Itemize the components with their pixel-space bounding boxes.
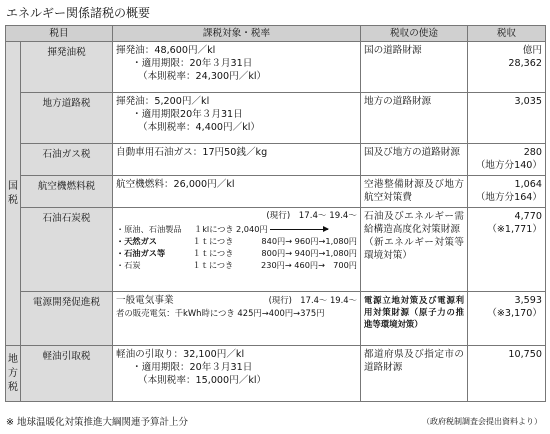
rate-values: 230円→ 460円→ 700円 (261, 260, 357, 270)
table-row (6, 346, 546, 402)
tax-rate-text: 一般電気事業 (116, 295, 174, 306)
revenue-use (361, 208, 468, 292)
revenue-local-share: （地方分140） (475, 160, 542, 171)
rate-unit: １ｔにつき (192, 236, 234, 246)
rate-item-label: ・原油、石油製品 (116, 224, 182, 234)
revenue-cell (468, 292, 546, 346)
tax-name: 軽油引取税 (21, 346, 113, 402)
table-header-row (6, 26, 546, 42)
rate-period-header: (現行) 17.4～ 19.4～ (268, 295, 357, 305)
revenue-use: 国の道路財源 (361, 42, 468, 93)
revenue-cell (468, 176, 546, 208)
rate-line (116, 247, 357, 259)
revenue-value: 10,750 (468, 346, 546, 402)
tax-name: 地方道路税 (21, 93, 113, 144)
table-row (6, 208, 546, 292)
category-local (6, 346, 21, 402)
rate-item-label: ・天然ガス (116, 236, 157, 246)
table-row (6, 144, 546, 176)
tax-name: 航空機燃料税 (21, 176, 113, 208)
revenue-cell (468, 144, 546, 176)
revenue-use-main: 石油及びエネルギー需給構造高度化対策財源 (364, 211, 464, 235)
header-revenue: 税収 (468, 26, 546, 42)
tax-period-text: ・適用期限：20年３月31日 (132, 58, 253, 69)
tax-rate-detail: 者の販売電気：千kWh時につき 425円→400円→375円 (116, 308, 325, 318)
category-local-label: 地方税 (8, 353, 18, 393)
arrow-icon (270, 229, 328, 230)
revenue-cell (468, 42, 546, 93)
revenue-unit: 億円 (522, 45, 542, 56)
rate-item-label: ・石油ガス等 (116, 248, 166, 258)
header-tax-item: 税目 (6, 26, 113, 42)
table-row (6, 292, 546, 346)
revenue-use: 地方の道路財源 (361, 93, 468, 144)
revenue-value: 4,770 (514, 211, 542, 222)
revenue-use: 電源立地対策及び電源利用対策財源（原子力の推進等環境対策） (361, 292, 468, 346)
rate-line (116, 259, 357, 271)
rate-values: 2,040円 (236, 224, 268, 234)
tax-rate-text: 軽油の引取り：32,100円／kl (116, 349, 245, 360)
tax-name: 揮発油税 (21, 42, 113, 93)
source-note: （政府税制調査会提出資料より） (422, 417, 542, 426)
table-row (6, 93, 546, 144)
rate-unit: １klにつき (194, 224, 234, 234)
tax-base-rate-text: （本則税率：24,300円／kl） (138, 71, 267, 82)
revenue-use-note: （新エネルギー対策等環境対策） (364, 237, 464, 261)
revenue-use: 都道府県及び指定市の道路財源 (361, 346, 468, 402)
tax-target (113, 42, 361, 93)
revenue-value: 28,362 (508, 58, 542, 69)
tax-name: 石油石炭税 (21, 208, 113, 292)
tax-period-text: ・適用期限：20年３月31日 (132, 362, 253, 373)
revenue-note: （※3,170） (487, 308, 542, 319)
revenue-note: （※1,771） (487, 224, 542, 235)
rate-period-header: (現行) 17.4～ 19.4～ (266, 211, 357, 221)
rate-values: 840円→ 960円→1,080円 (261, 236, 357, 246)
header-tax-target: 課税対象・税率 (113, 26, 361, 42)
tax-base-rate-text: （本則税率：15,000円／kl） (138, 375, 267, 386)
revenue-use: 空港整備財源及び地方航空対策費 (361, 176, 468, 208)
footnote: ※ 地球温暖化対策推進大綱関連予算計上分 (6, 417, 188, 428)
tax-rate-text: 自動車用石油ガス：17円50銭／kg (113, 144, 361, 176)
tax-name: 石油ガス税 (21, 144, 113, 176)
table-row (6, 176, 546, 208)
revenue-value: 1,064 (514, 179, 542, 190)
revenue-value: 3,035 (468, 93, 546, 144)
revenue-value: 3,593 (514, 295, 542, 306)
tax-target (113, 93, 361, 144)
rate-values: 800円→ 940円→1,080円 (261, 248, 357, 258)
tax-target (113, 346, 361, 402)
tax-rate-text: 揮発油：48,600円／kl (116, 45, 216, 56)
tax-target (113, 208, 361, 292)
rate-unit: １ｔにつき (192, 260, 234, 270)
header-revenue-use: 税収の使途 (361, 26, 468, 42)
revenue-use: 国及び地方の道路財源 (361, 144, 468, 176)
revenue-cell (468, 208, 546, 292)
energy-tax-table (5, 25, 546, 402)
rate-item-label: ・石炭 (116, 260, 141, 270)
rate-unit: １ｔにつき (192, 248, 234, 258)
tax-rate-text: 揮発油：5,200円／kl (116, 96, 210, 107)
tax-base-rate-text: （本則税率：4,400円／kl） (138, 122, 261, 133)
tax-name: 電源開発促進税 (21, 292, 113, 346)
tax-period-text: ・適用期限20年３月31日 (132, 109, 243, 120)
revenue-value: 280 (523, 147, 542, 158)
tax-target (113, 292, 361, 346)
rate-line (116, 235, 357, 247)
revenue-local-share: （地方分164） (475, 192, 542, 203)
tax-rate-text: 航空機燃料：26,000円／kl (113, 176, 361, 208)
table-row (6, 42, 546, 93)
document-title: エネルギー関係諸税の概要 (6, 6, 151, 20)
rate-line (116, 223, 357, 235)
category-national-label: 国税 (8, 180, 18, 206)
category-national (6, 42, 21, 346)
